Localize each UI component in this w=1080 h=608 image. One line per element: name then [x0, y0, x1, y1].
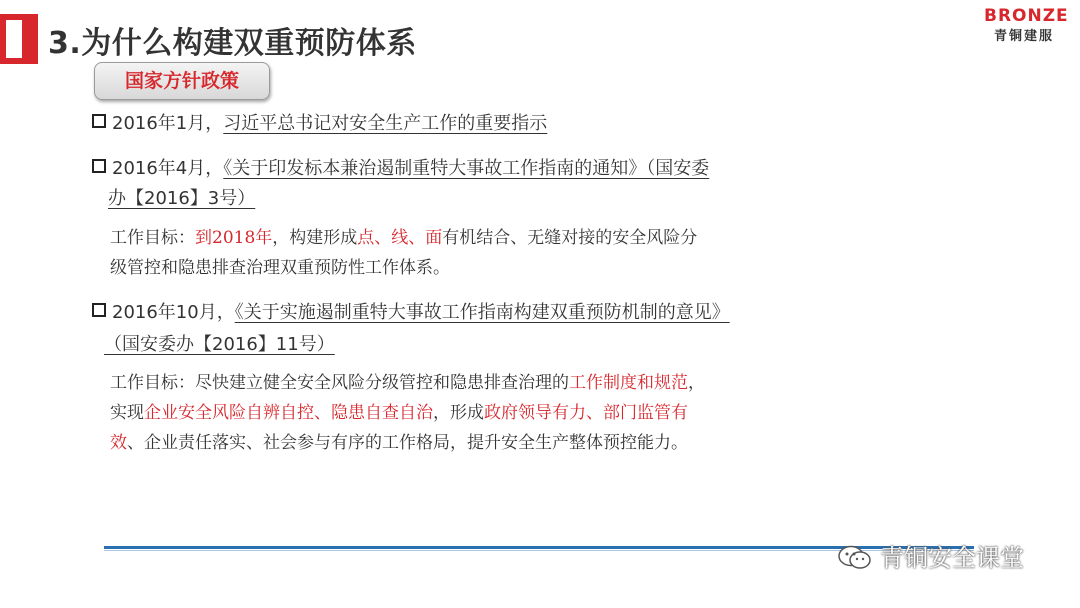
goal-text: 尽快建立健全安全风险分级管控和隐患排查治理的: [195, 373, 569, 393]
brand-logo: [984, 6, 1069, 44]
policy-date: 2016年1月，: [112, 113, 224, 134]
watermark-text: 青铜安全课堂: [880, 544, 1024, 572]
goal-highlight: 企业安全风险自辨自控、隐患自查自治: [144, 403, 433, 423]
goal-label: 工作目标：: [110, 373, 195, 393]
goal-text-1: [110, 223, 697, 253]
title-accent-bar: [0, 14, 38, 64]
section-tag: 国家方针政策: [94, 62, 270, 100]
checkbox-square-icon: [92, 114, 106, 128]
goal-text: 实现: [110, 403, 144, 423]
policy-title-link-cont[interactable]: （国安委办【2016】11号）: [104, 334, 335, 355]
policy-item-2: [92, 154, 709, 184]
title-accent-block: [22, 20, 38, 58]
watermark: [838, 540, 1024, 576]
policy-title-link-cont[interactable]: 办【2016】3号）: [108, 188, 256, 209]
goal-highlight: 工作制度和规范: [569, 373, 688, 393]
checkbox-square-icon: [92, 159, 106, 173]
goal-text-2-line1: [110, 368, 705, 398]
goal-text: ，形成: [433, 403, 484, 423]
checkbox-square-icon: [92, 303, 106, 317]
policy-item-1: [92, 109, 547, 139]
goal-highlight: 效: [110, 433, 127, 453]
goal-text: ，: [688, 373, 705, 393]
goal-text: ，构建形成: [272, 228, 358, 248]
goal-text-2-line3: [110, 428, 688, 458]
wechat-icon: [838, 545, 872, 571]
goal-text: 、企业责任落实、社会参与有序的工作格局，提升安全生产整体预控能力。: [127, 433, 688, 453]
goal-highlight: 政府领导有力、部门监管有: [484, 403, 688, 423]
policy-title-link[interactable]: 《关于印发标本兼治遏制重特大事故工作指南的通知》（国安委: [223, 158, 710, 179]
goal-text-2-line2: [110, 398, 688, 428]
goal-highlight: 到2018年: [195, 228, 273, 248]
policy-date: 2016年4月，: [112, 158, 224, 179]
policy-item-2-cont: [108, 184, 255, 214]
goal-highlight: 点、线、面: [357, 228, 443, 248]
policy-item-3: [92, 298, 730, 328]
title-accent-stripe: [6, 20, 22, 58]
logo-wordmark: BRONZE: [984, 6, 1069, 26]
page-title: 3.为什么构建双重预防体系: [48, 26, 417, 61]
policy-title-link[interactable]: 习近平总书记对安全生产工作的重要指示: [223, 113, 548, 134]
goal-text: 有机结合、无缝对接的安全风险分: [442, 228, 698, 248]
policy-title-link[interactable]: 《关于实施遏制重特大事故工作指南构建双重预防机制的意见》: [234, 302, 730, 323]
policy-item-3-cont: [104, 330, 335, 360]
policy-date: 2016年10月，: [112, 302, 235, 323]
logo-subtitle: 青铜建服: [993, 29, 1054, 44]
goal-text-1-line2: 级管控和隐患排查治理双重预防性工作体系。: [110, 258, 450, 278]
goal-label: 工作目标：: [110, 228, 195, 248]
